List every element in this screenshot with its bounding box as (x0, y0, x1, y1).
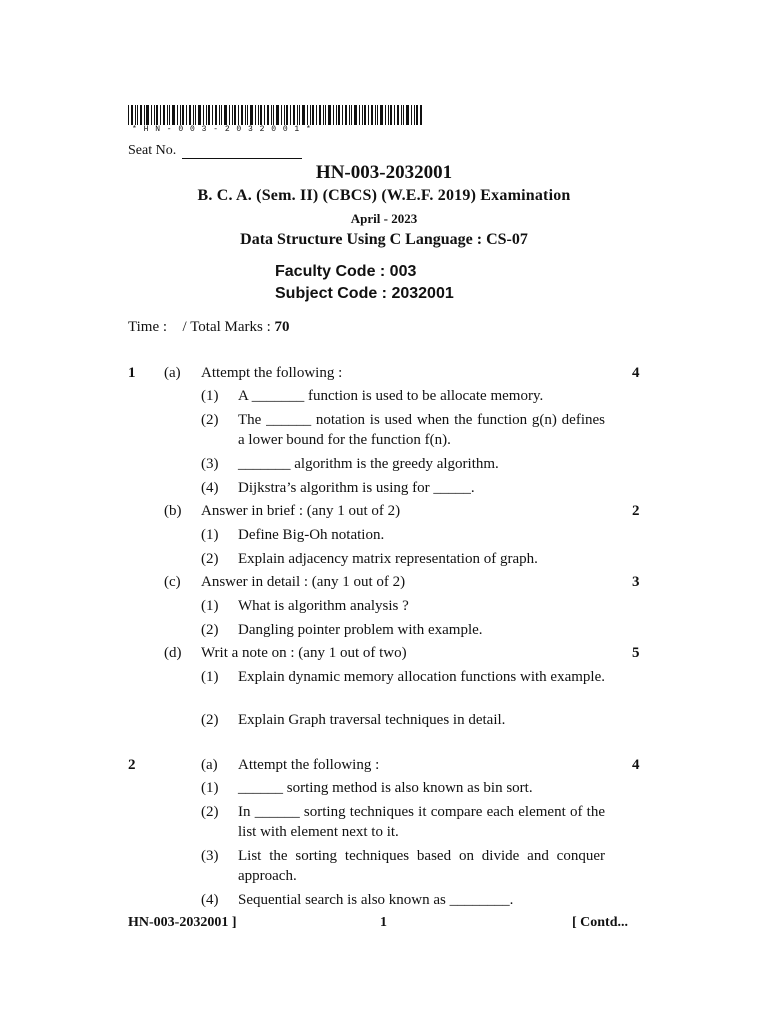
item-text: A _______ function is used to be allocate memory. (238, 388, 544, 404)
part-marks: 5 (632, 645, 640, 661)
time-marks-line (128, 319, 290, 336)
item-text: Explain Graph traversal techniques in detail. (238, 712, 506, 728)
part-label: (a) (164, 365, 181, 381)
part-label: (d) (164, 645, 182, 661)
item-text: ______ sorting method is also known as bin sort. (238, 780, 533, 796)
question-number: 1 (128, 365, 136, 381)
item-text: In ______ sorting techniques it compare each element of the list with element next to it. (238, 804, 605, 840)
page-number: 1 (380, 915, 387, 930)
item-text: Explain adjacency matrix representation of graph. (238, 551, 538, 567)
item-number: (2) (201, 412, 219, 428)
part-text: Attempt the following : (238, 757, 380, 773)
item-number: (1) (201, 527, 219, 543)
part-text: Attempt the following : (201, 365, 343, 381)
exam-title: B. C. A. (Sem. II) (CBCS) (W.E.F. 2019) Examination (197, 187, 571, 204)
total-marks-value: 70 (274, 319, 290, 335)
item-number: (2) (201, 551, 219, 567)
item-number: (1) (201, 780, 219, 796)
item-number: (2) (201, 804, 219, 820)
item-number: (1) (201, 598, 219, 614)
barcode (128, 105, 422, 125)
item-text: Dangling pointer problem with example. (238, 622, 483, 638)
time-label: Time : (128, 319, 168, 335)
part-label: (a) (201, 757, 218, 773)
part-text: Writ a note on : (any 1 out of two) (201, 645, 407, 661)
item-number: (4) (201, 892, 219, 908)
seat-number-blank[interactable] (182, 146, 302, 159)
part-marks: 2 (632, 503, 640, 519)
item-text: Sequential search is also known as ________. (238, 892, 514, 908)
item-text: The ______ notation is used when the function g(n) defines a lower bound for the function f(n). (238, 412, 605, 448)
item-text: Explain dynamic memory allocation functions with example. (238, 669, 605, 685)
seat-number-field[interactable] (128, 143, 302, 159)
item-number: (1) (201, 388, 219, 404)
part-marks: 4 (632, 365, 640, 381)
part-marks: 3 (632, 574, 640, 590)
item-text: Define Big-Oh notation. (238, 527, 385, 543)
part-label: (c) (164, 574, 181, 590)
item-text: What is algorithm analysis ? (238, 598, 409, 614)
part-marks: 4 (632, 757, 640, 773)
part-label: (b) (164, 503, 182, 519)
item-number: (2) (201, 622, 219, 638)
footer-paper-code: HN-003-2032001 ] (128, 915, 237, 930)
total-marks-label: / Total Marks : (182, 319, 271, 335)
item-text: _______ algorithm is the greedy algorithm. (238, 456, 499, 472)
item-number: (1) (201, 669, 219, 685)
question-number: 2 (128, 757, 136, 773)
subject-title: Data Structure Using C Language : CS-07 (240, 231, 528, 248)
barcode-caption: * H N - 0 0 3 - 2 0 3 2 0 0 1 * (132, 125, 312, 134)
exam-session: April - 2023 (350, 211, 418, 226)
item-number: (4) (201, 480, 219, 496)
item-number: (3) (201, 848, 219, 864)
continued-label: [ Contd... (572, 915, 629, 930)
item-number: (2) (201, 712, 219, 728)
subject-code: Subject Code : 2032001 (275, 285, 454, 302)
item-text: List the sorting techniques based on divide and conquer approach. (238, 848, 605, 884)
part-text: Answer in brief : (any 1 out of 2) (201, 503, 401, 519)
item-number: (3) (201, 456, 219, 472)
faculty-code: Faculty Code : 003 (275, 263, 417, 280)
item-text: Dijkstra’s algorithm is using for _____. (238, 480, 475, 496)
seat-number-label: Seat No. (128, 143, 177, 158)
paper-code: HN-003-2032001 (315, 162, 453, 183)
part-text: Answer in detail : (any 1 out of 2) (201, 574, 406, 590)
